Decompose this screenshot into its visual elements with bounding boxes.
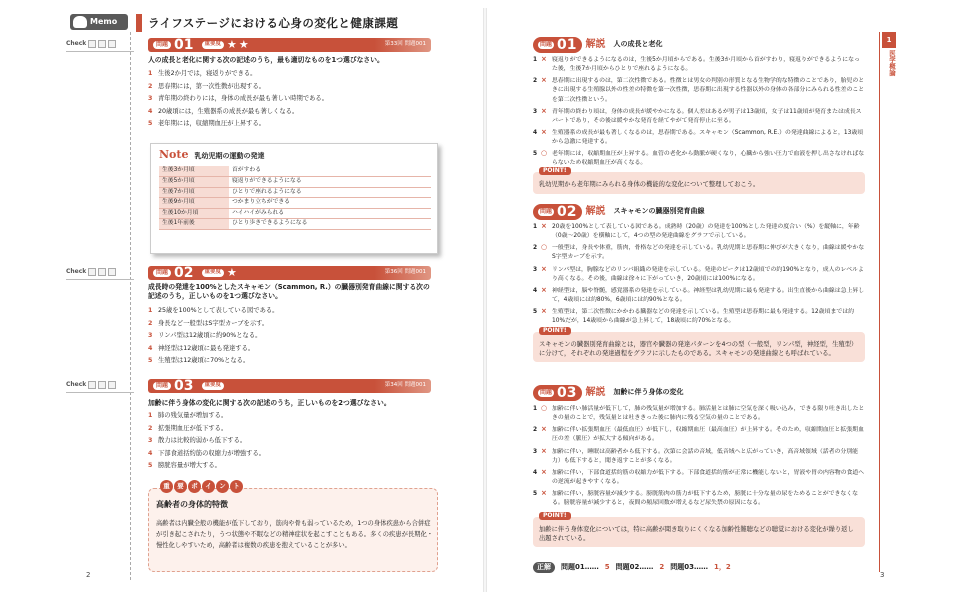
check-box-2[interactable] (98, 268, 106, 276)
answer-item: 5 × 加齢に伴い，膀胱容量が減少する。膀胱筋肉の筋力が低下するため，膀胱に十分な量の尿をためることができなくなる。膀胱容量が減少すると，夜間の頻尿回数が増えるなど尿失禁の原因になる。 (533, 489, 859, 507)
option[interactable]: 5 生殖型は12歳頃に70%となる。 (148, 357, 250, 364)
question-header-1: 問題 01 重要度 ★★ 第33回 問題001 (148, 38, 431, 52)
point-box-2: POINT! スキャモンの臓器別発育曲線とは，器官や臓器の発達パターンを4つの型（一般型，リンパ型，神経型，生殖型）に分けて，それぞれの発達過程をグラフに示したものである。スキャモンの発達曲線とも呼ばれている。 (533, 332, 865, 362)
answer-item: 2 × 思春期に出現するのは，第二次性徴である。性徴とは男女の判別の形質となる生物学的な特徴のことであり，胎児のときに出現する生殖腺以外の性差の特徴を第一次性徴，思春期に出現する性器以外の身体の各部分にみられる性差のことを第二次性徴という。 (533, 76, 865, 103)
answer-header-3: 問題 03 解説 加齢に伴う身体の変化 (533, 385, 684, 401)
note-box: Note 乳幼児期の運動の発達 生後3か月頃 首がすわる 生後5か月頃 寝返りができるようになる 生後7か月頃 ひとりで座れるようになる 生後9か月頃 つかまり立ちができる 生後10か月頃 ハイハイがみられる 生後1年前後 ひとり歩きできるようになる (150, 143, 438, 254)
check-box-1[interactable] (88, 268, 96, 276)
check-box-2[interactable] (98, 40, 106, 48)
table-row: 生後7か月頃 ひとりで座れるようになる (159, 187, 431, 198)
answer-item: 2 ○ 一般型は，身長や体重，筋肉，骨格などの発達を示している。乳幼児期と思春期に伸びが大きくなり，曲線は緩やかなS字型カーブを示す。 (533, 243, 865, 261)
table-row: 生後10か月頃 ハイハイがみられる (159, 208, 431, 219)
answer-list-2 (533, 223, 865, 329)
answer-item: 1 × 20歳を100%として表している図である。成熟時（20歳）の発達を100%とした発達の度合い（%）を縦軸に，年齢（0歳～20歳）を横軸にして，4つの型の発達曲線をグラフで示している。 (533, 222, 860, 240)
check-box-3[interactable] (108, 381, 116, 389)
check-box-3[interactable] (108, 268, 116, 276)
answer-item: 2 × 加齢に伴い拡張期血圧（最低血圧）が低下し，収縮期血圧（最高血圧）が上昇する。そのため，収縮期血圧と拡張期血圧の差（脈圧）が拡大する傾向がある。 (533, 425, 864, 443)
option[interactable]: 3 青年期の終わりには，身体の成長が最も著しい時期である。 (148, 95, 329, 102)
option[interactable]: 4 神経型は12歳頃に最も発達する。 (148, 344, 255, 352)
option[interactable]: 2 思春期には，第一次性徴が出現する。 (148, 82, 266, 90)
memo-margin-line (130, 32, 131, 580)
point-label: POINT! (539, 327, 571, 335)
table-row: 生後9か月頃 つかまり立ちができる (159, 198, 431, 209)
table-row: 生後5か月頃 寝返りができるようになる (159, 177, 431, 188)
check-divider (66, 51, 134, 52)
star-icon: ★★ (227, 37, 251, 51)
table-row: 生後1年前後 ひとり歩きできるようになる (159, 219, 431, 230)
page-title: ライフステージにおける心身の変化と健康課題 (148, 16, 399, 30)
answer-list-3 (533, 405, 865, 511)
check-divider (66, 392, 134, 393)
option[interactable]: 2 身長など一般型はS字型カーブを示す。 (148, 319, 269, 327)
answer-header-1: 問題 01 解説 人の成長と老化 (533, 37, 663, 53)
question-text-2: 成長時の発達を100%としたスキャモン（Scammon, R.）の臓器別発育曲線に関する次の記述のうち，正しいものを1つ選びなさい。 (148, 283, 430, 301)
question-header-3: 問題 03 重要度 第34回 問題001 (148, 379, 431, 393)
check-row-q1: Check (66, 38, 146, 50)
point-label: POINT! (539, 167, 571, 175)
key-point-tag: 重 要 ポ イ ン ト (160, 480, 243, 493)
answer-item: 1 ○ 加齢に伴い肺活量が低下して，肺の残気量が増加する。肺活量とは肺に空気を深く吸い込み，できる限り吐き出したときの量のことで，残気量とは吐ききった後に肺内に残る空気の量のことである。 (533, 404, 865, 422)
gutter (483, 8, 487, 592)
point-box-3: POINT! 加齢に伴う身体変化については，特に高齢が聞き取りにくくなる加齢性難聴などの聴覚における変化が繰り返し出題されている。 (533, 517, 865, 547)
option[interactable]: 4 20歳頃には，生殖器系の成長が最も著しくなる。 (148, 107, 299, 115)
answer-item: 3 × 青年期の終わり頃は，身体の成長が緩やかになる。個人差はあるが男子は13歳頃，女子は11歳頃が発育または成長スパートであり，その後は緩やかな発育を経てやがて発育停止に至る。 (533, 106, 862, 124)
question-text-1: 人の成長と老化に関する次の記述のうち，最も適切なものを1つ選びなさい。 (148, 56, 384, 64)
check-box-2[interactable] (98, 381, 106, 389)
answer-item: 5 ○ 老年期には，収縮期血圧が上昇する。血管の老化から動脈が硬くなり，心臓から強い圧力で血液を押し出さなければならないため収縮期血圧が高くなる。 (533, 149, 865, 167)
page-number-right: 3 (880, 570, 885, 579)
page-number-left: 2 (86, 570, 91, 579)
option[interactable]: 1 肺の残気量が増加する。 (148, 412, 228, 419)
chapter-title: 医学概論 (888, 50, 896, 76)
option-list-3 (148, 410, 433, 473)
check-row-q3: Check (66, 379, 146, 391)
answer-item: 1 × 寝返りができるようになるのは，生後5か月頃からである。生後3か月頃から首がすわり，寝返りができるようになった後，生後7か月頃からひとりで座れるようになる。 (533, 55, 860, 73)
chapter-line (879, 32, 880, 572)
option[interactable]: 1 生後2か月では，寝返りができる。 (148, 70, 257, 77)
key-point-body: 高齢者は内臓全般の機能が低下しており，筋肉や骨も弱っているため，1つの身体疾患から合併症が引き起こされたり，うつ状態や不眠などの精神症状を起こすこともある。多くの疾患が長期化・慢性化しやすいため，高齢者は複数の疾患を抱えていることが多い。 (156, 520, 434, 550)
check-box-3[interactable] (108, 40, 116, 48)
point-label: POINT! (539, 512, 571, 520)
memo-tab: Memo (70, 14, 128, 30)
answer-list-1 (533, 56, 865, 172)
check-divider (66, 279, 134, 280)
star-icon: ★ (227, 265, 239, 279)
answer-item: 3 × 加齢に伴い，睡眠は高齢者から低下する。次第に会話の音域，低音域へと広がっていき，高音域領域（話者の分別能力）も低下すると，聞き返すことが多くなる。 (533, 446, 859, 464)
option[interactable]: 2 拡張期血圧が低下する。 (148, 424, 228, 432)
check-box-1[interactable] (88, 40, 96, 48)
question-header-2: 問題 02 重要度 ★ 第36回 問題001 (148, 266, 431, 280)
option[interactable]: 5 膀胱容量が増大する。 (148, 462, 221, 469)
table-row: 生後3か月頃 首がすわる (159, 166, 431, 177)
answer-item: 4 × 加齢に伴い，下部食道括約筋の収縮力が低下する。下部食道括約筋が正常に機能しないと，胃液や胃の内容物の食道への逆流が起きやすくなる。 (533, 467, 865, 485)
answer-header-2: 問題 02 解説 スキャモンの臓器別発育曲線 (533, 204, 705, 220)
check-row-q2: Check (66, 266, 146, 278)
chapter-number: 1 (882, 32, 896, 48)
key-point-title: 高齢者の身体的特徴 (156, 500, 228, 509)
check-box-1[interactable] (88, 381, 96, 389)
point-box-1: POINT! 乳幼児期から老年期にみられる身体の機能的な変化について整理しておこう。 (533, 172, 865, 194)
option[interactable]: 1 25歳を100%として表している図である。 (148, 307, 279, 314)
answer-item: 4 × 神経型は，脳や脊髄，感覚器系の発達を示している。神経型は乳幼児期に最も発達する。出生直後から曲線は急上昇して，4歳頃には約80%，6歳頃には約90%となる。 (533, 285, 865, 303)
question-text-3: 加齢に伴う身体の変化に関する次の記述のうち，正しいものを2つ選びなさい。 (148, 399, 391, 407)
note-table (159, 166, 431, 230)
option[interactable]: 3 リンパ型は12歳頃に約90%となる。 (148, 332, 262, 339)
answer-key: 正解 問題01…… 5 問題02…… 2 問題03…… 1，2 (533, 562, 731, 573)
title-accent (136, 14, 142, 32)
answer-item: 3 × リンパ型は，胸腺などのリンパ組織の発達を示している。発達のピークは12歳頃での約190%となり，成人のレベルより高くなる。その後，曲線は徐々に下がっていき，20歳頃には100%になる。 (533, 264, 864, 282)
option[interactable]: 5 老年期には，収縮期血圧が上昇する。 (148, 120, 266, 127)
option-list-2 (148, 305, 433, 368)
option[interactable]: 4 下部食道括約筋の収縮力が増強する。 (148, 449, 266, 457)
answer-item: 5 × 生殖型は，第二次性徴にかかわる臓器などの発達を示している。生殖型は思春期に最も発達する。12歳頃までは約10%だが，14歳頃から曲線が急上昇して，18歳頃に約70%となる。 (533, 307, 855, 325)
cat-icon (73, 16, 87, 28)
option-list-1 (148, 68, 433, 131)
option[interactable]: 3 散力は比較的弱から低下する。 (148, 437, 247, 444)
answer-item: 4 × 生殖器系の成長が最も著しくなるのは，思春期である。スキャモン（Scammon, R.E.）の発達曲線によると，13歳頃から急激に発達する。 (533, 127, 864, 146)
